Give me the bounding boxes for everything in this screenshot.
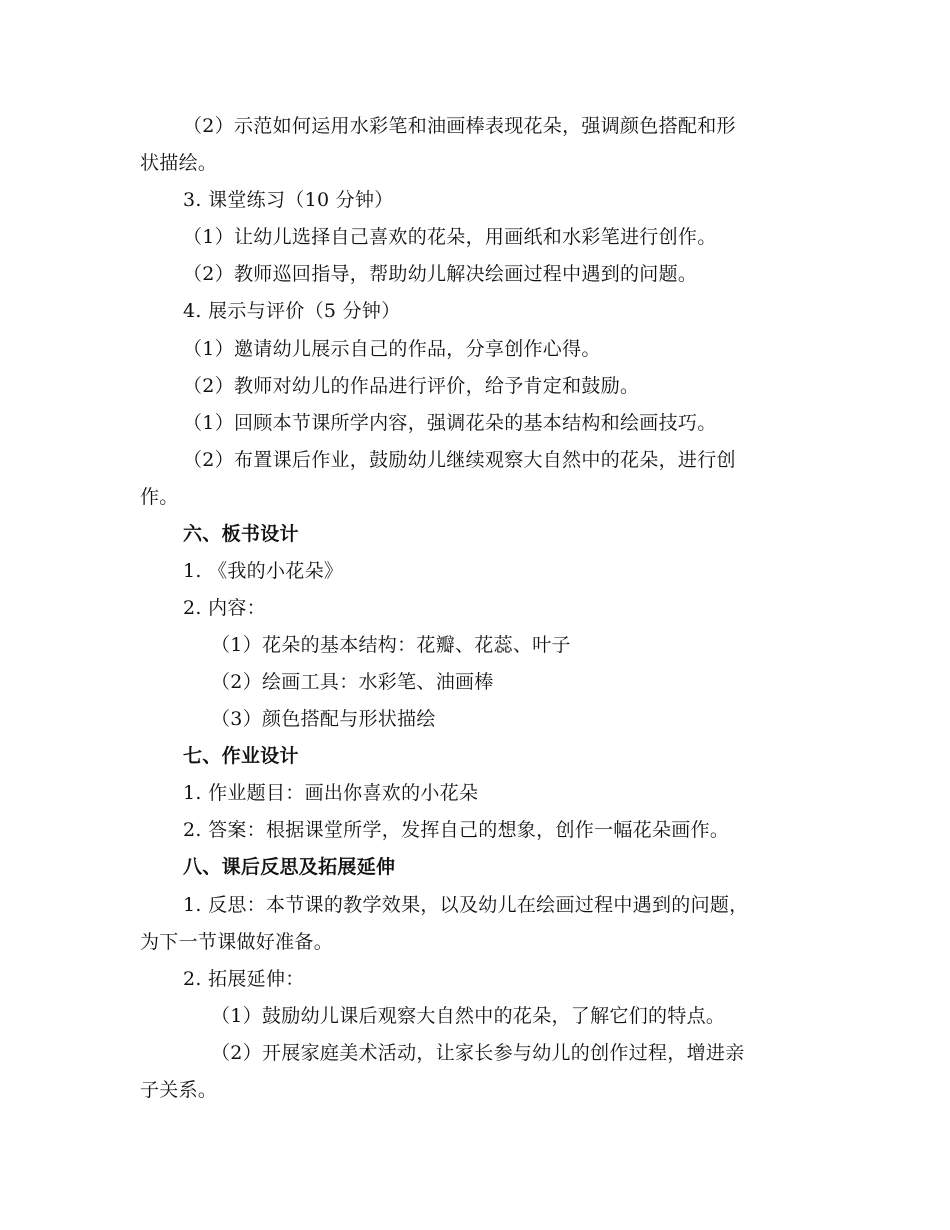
numbered-item: 1. 反思：本节课的教学效果，以及幼儿在绘画过程中遇到的问题， [183,894,749,916]
paragraph-line: 状描绘。 [140,152,218,174]
numbered-item: 2. 内容： [183,597,266,619]
section-heading: 八、课后反思及拓展延伸 [183,856,396,878]
sub-item: （2）教师对幼儿的作品进行评价，给予肯定和鼓励。 [183,375,640,397]
sub-item: （2）绘画工具：水彩笔、油画棒 [211,671,494,693]
paragraph-line: 作。 [140,486,179,508]
numbered-item: 1. 作业题目：画出你喜欢的小花朵 [183,782,479,804]
numbered-item: 2. 拓展延伸： [183,968,305,990]
sub-item: （2）布置课后作业，鼓励幼儿继续观察大自然中的花朵，进行创 [183,449,736,471]
numbered-item: 4. 展示与评价（5 分钟） [183,300,401,322]
sub-item: （1）鼓励幼儿课后观察大自然中的花朵，了解它们的特点。 [211,1005,726,1027]
sub-item: （2）教师巡回指导，帮助幼儿解决绘画过程中遇到的问题。 [183,263,698,285]
paragraph-line: 子关系。 [140,1079,218,1101]
sub-item: （1）让幼儿选择自己喜欢的花朵，用画纸和水彩笔进行创作。 [183,226,717,248]
sub-item: （1）花朵的基本结构：花瓣、花蕊、叶子 [211,634,571,656]
numbered-item: 3. 课堂练习（10 分钟） [183,189,394,211]
section-heading: 七、作业设计 [183,745,299,767]
sub-item: （2）开展家庭美术活动，让家长参与幼儿的创作过程，增进亲 [211,1042,745,1064]
paragraph-line: （2）示范如何运用水彩笔和油画棒表现花朵，强调颜色搭配和形 [183,115,736,137]
sub-item: （1）邀请幼儿展示自己的作品，分享创作心得。 [183,338,601,360]
paragraph-line: 为下一节课做好准备。 [140,931,334,953]
numbered-item: 1. 《我的小花朵》 [183,560,344,582]
sub-item: （1）回顾本节课所学内容，强调花朵的基本结构和绘画技巧。 [183,412,717,434]
sub-item: （3）颜色搭配与形状描绘 [211,708,436,730]
numbered-item: 2. 答案：根据课堂所学，发挥自己的想象，创作一幅花朵画作。 [183,819,730,841]
section-heading: 六、板书设计 [183,523,299,545]
